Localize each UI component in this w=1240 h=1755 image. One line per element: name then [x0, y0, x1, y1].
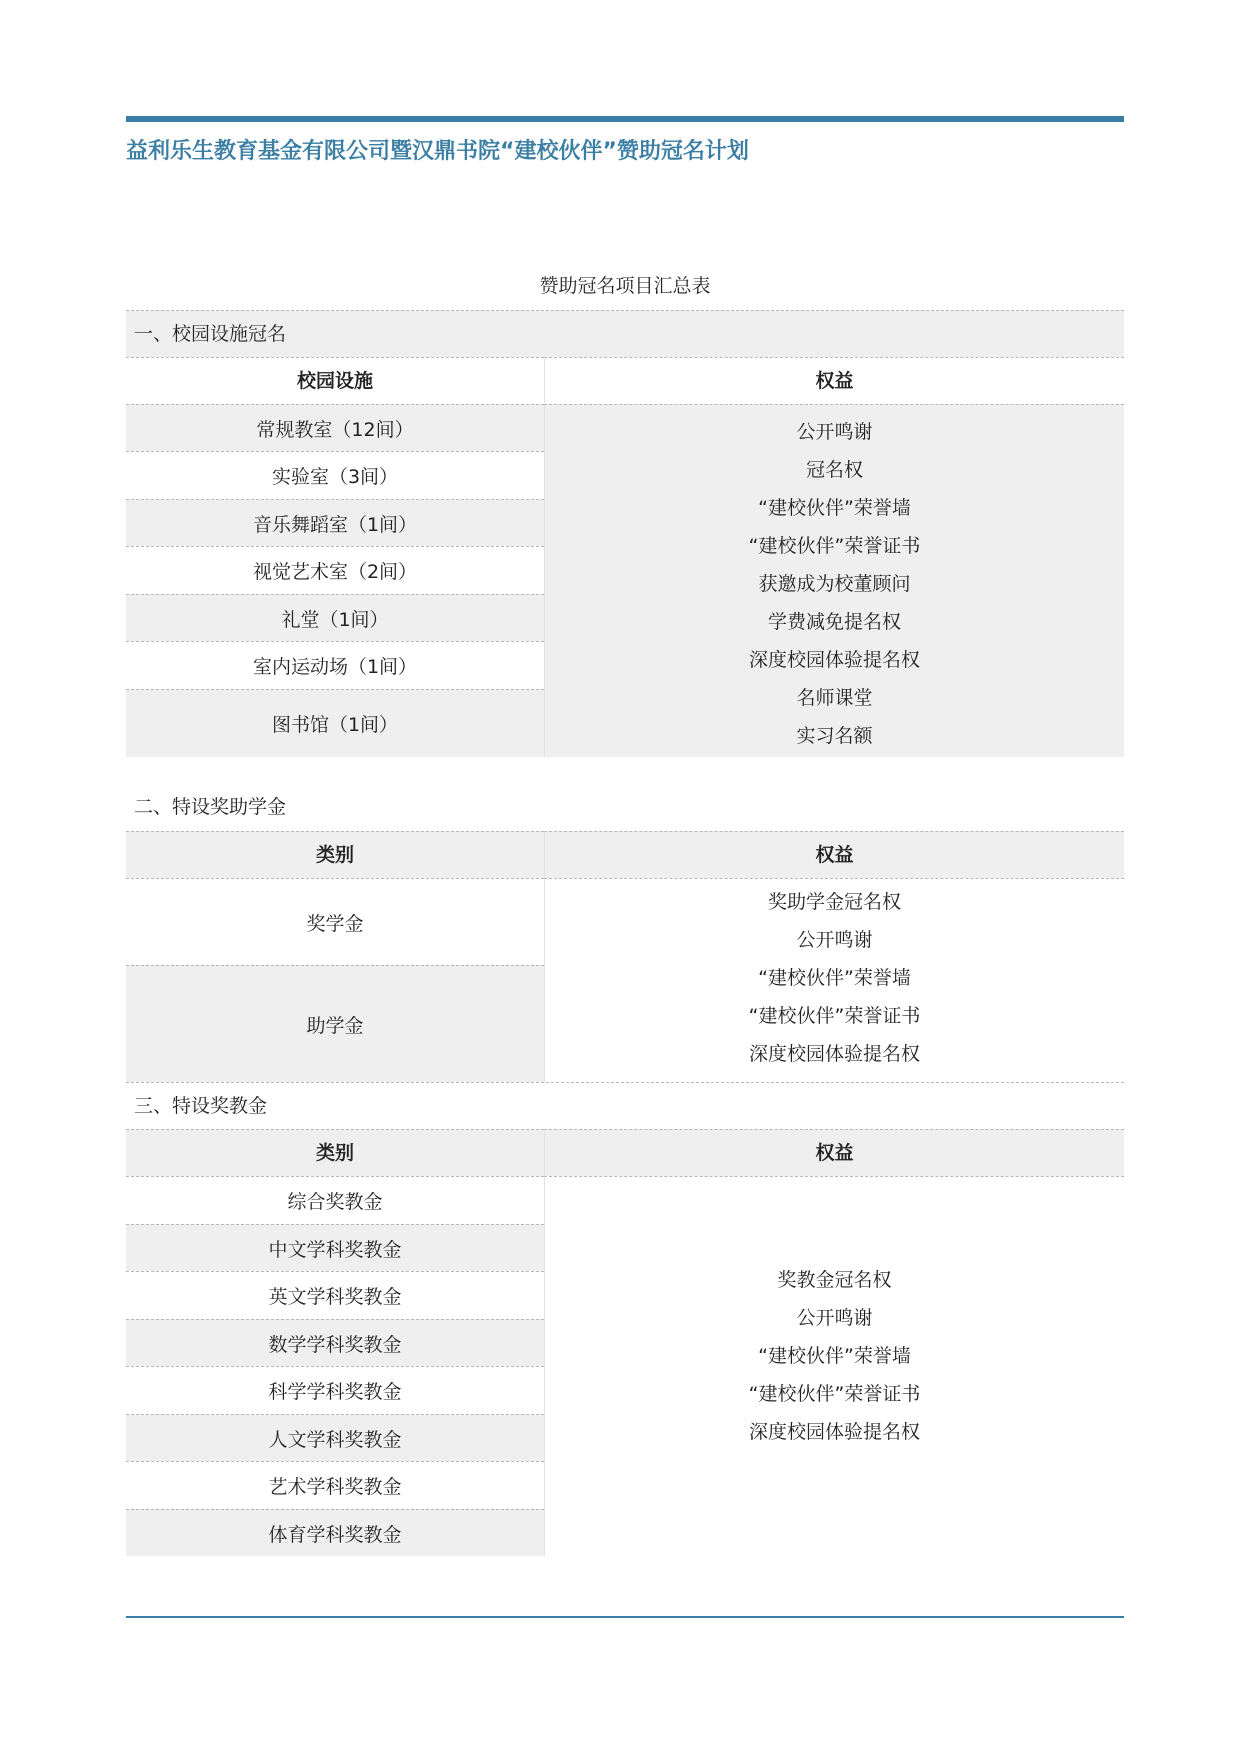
benefit-item: 深度校园体验提名权 [748, 1043, 920, 1065]
benefit-item: 公开鸣谢 [796, 929, 873, 951]
section-heading-text: 三、特设奖教金 [134, 1095, 268, 1117]
benefit-item: 学费减免提名权 [767, 611, 901, 633]
column-header-benefits: 权益 [544, 357, 1124, 404]
table-row: 实验室（3间） [126, 451, 544, 499]
table-row: 人文学科奖教金 [126, 1414, 544, 1461]
benefit-item: “建校伙伴”荣誉证书 [748, 1382, 921, 1405]
table-row: 艺术学科奖教金 [126, 1461, 544, 1509]
benefit-item: “建校伙伴”荣誉墙 [758, 1344, 911, 1367]
benefit-item: “建校伙伴”荣誉证书 [748, 1005, 921, 1027]
table-row: 体育学科奖教金 [126, 1509, 544, 1556]
section-heading-scholarships [126, 784, 1124, 831]
table-row: 图书馆（1间） [126, 689, 544, 757]
top-rule [126, 116, 1124, 122]
benefit-item: “建校伙伴”荣誉墙 [758, 497, 911, 519]
benefit-item: “建校伙伴”荣誉墙 [758, 967, 911, 989]
table-row: 奖学金 [126, 878, 544, 965]
section-heading-teacher-awards [126, 1082, 1124, 1129]
benefit-item: 公开鸣谢 [796, 421, 873, 443]
benefit-item: “建校伙伴”荣誉证书 [748, 535, 921, 557]
benefit-item: 名师课堂 [796, 687, 873, 709]
benefit-item: 公开鸣谢 [796, 1306, 873, 1329]
column-header-benefits: 权益 [544, 1129, 1124, 1176]
table-row: 英文学科奖教金 [126, 1271, 544, 1319]
table-row: 视觉艺术室（2间） [126, 546, 544, 594]
benefit-item: 奖助学金冠名权 [767, 891, 901, 913]
table-row: 科学学科奖教金 [126, 1366, 544, 1414]
table-row: 助学金 [126, 965, 544, 1082]
document-title: 益利乐生教育基金有限公司暨汉鼎书院“建校伙伴”赞助冠名计划 [126, 139, 749, 164]
benefit-item: 深度校园体验提名权 [748, 649, 920, 671]
table-row: 音乐舞蹈室（1间） [126, 499, 544, 546]
column-header-category: 类别 [126, 1129, 544, 1176]
table-row: 中文学科奖教金 [126, 1224, 544, 1271]
section-heading-facilities [126, 310, 1124, 357]
table-row: 室内运动场（1间） [126, 641, 544, 689]
benefits-list [544, 1176, 1124, 1556]
benefit-item: 深度校园体验提名权 [748, 1420, 920, 1443]
section-heading-text: 二、特设奖助学金 [134, 796, 287, 818]
section-heading-text: 一、校园设施冠名 [134, 323, 287, 345]
table-row: 综合奖教金 [126, 1176, 544, 1224]
table-row: 礼堂（1间） [126, 594, 544, 641]
benefit-item: 实习名额 [796, 725, 873, 747]
bottom-rule [126, 1616, 1124, 1618]
benefit-item: 奖教金冠名权 [777, 1268, 892, 1291]
column-header-benefits: 权益 [544, 831, 1124, 878]
column-header-facility: 校园设施 [126, 357, 544, 404]
table-caption: 赞助冠名项目汇总表 [539, 275, 711, 297]
benefits-list [544, 404, 1124, 757]
benefit-item: 获邀成为校董顾问 [758, 573, 911, 595]
table-row: 数学学科奖教金 [126, 1319, 544, 1366]
table-row: 常规教室（12间） [126, 404, 544, 451]
benefits-list [544, 878, 1124, 1082]
benefit-item: 冠名权 [805, 459, 863, 481]
column-header-category: 类别 [126, 831, 544, 878]
